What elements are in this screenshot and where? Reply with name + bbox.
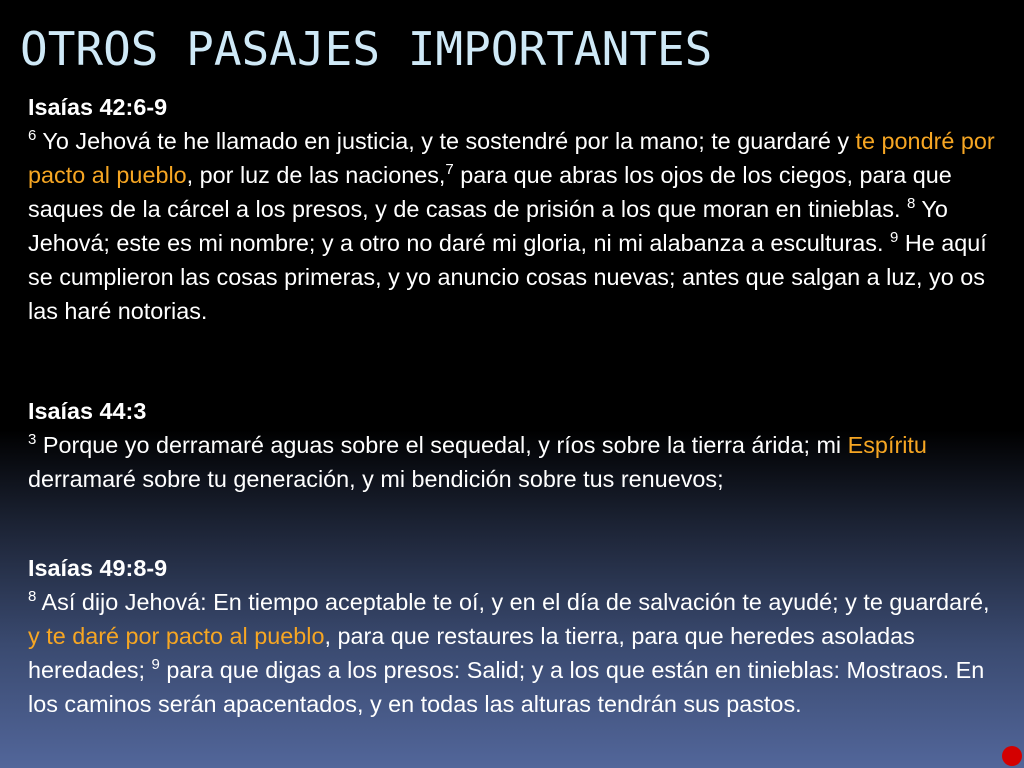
verse-number: 6	[28, 127, 37, 144]
passage-reference: Isaías 42:6-9	[28, 94, 168, 120]
passage-text	[28, 432, 927, 492]
highlighted-phrase: y te daré por pacto al pueblo	[28, 623, 325, 649]
verse-number: 7	[445, 161, 454, 178]
passage-reference: Isaías 44:3	[28, 398, 147, 424]
verse-text: Yo Jehová; este es mi nombre; y a otro no daré mi gloria, ni mi alabanza a esculturas.	[28, 196, 948, 256]
verse-number: 8	[906, 195, 916, 212]
verse-text: para que abras los ojos de los ciegos, para que saques de la cárcel a los presos, y de casas de prisión a los que moran en tinieblas.	[28, 162, 952, 222]
verse-text: , por luz de las naciones,	[186, 162, 446, 188]
passage-reference: Isaías 49:8-9	[28, 555, 168, 581]
highlighted-phrase: te pondré por pacto al pueblo	[28, 128, 995, 188]
verse-number: 8	[28, 588, 37, 605]
verse-text: Yo Jehová te he llamado en justicia, y te sostendré por la mano; te guardaré y	[36, 128, 856, 154]
verse-number: 3	[28, 431, 37, 448]
verse-number: 9	[151, 656, 160, 673]
verse-text: derramaré sobre tu generación, y mi bendición sobre tus renuevos;	[28, 466, 724, 492]
passage-text	[28, 128, 995, 324]
verse-text: Así dijo Jehová: En tiempo aceptable te oí, y en el día de salvación te ayudé; y te guardaré,	[36, 589, 990, 615]
passage	[28, 90, 1003, 328]
passage-text	[28, 589, 989, 717]
verse-text: , para que restaures la tierra, para que heredes asoladas heredades;	[28, 623, 915, 683]
slide-title: OTROS PASAJES IMPORTANTES	[20, 22, 713, 76]
verse-text: He aquí se cumplieron las cosas primeras, y yo anuncio cosas nuevas; antes que salgan a luz, yo os las haré notorias.	[28, 230, 987, 324]
red-dot-marker	[1002, 746, 1022, 766]
passage	[28, 551, 1003, 721]
passage	[28, 394, 1003, 496]
highlighted-phrase: Espíritu	[847, 432, 927, 458]
verse-text: Porque yo derramaré aguas sobre el sequedal, y ríos sobre la tierra árida; mi	[36, 432, 848, 458]
verse-text: para que digas a los presos: Salid; y a los que están en tinieblas: Mostraos. En los caminos serán apacentados, y en todas las alturas tendrán sus pastos.	[28, 657, 985, 717]
verse-number: 9	[889, 229, 899, 246]
